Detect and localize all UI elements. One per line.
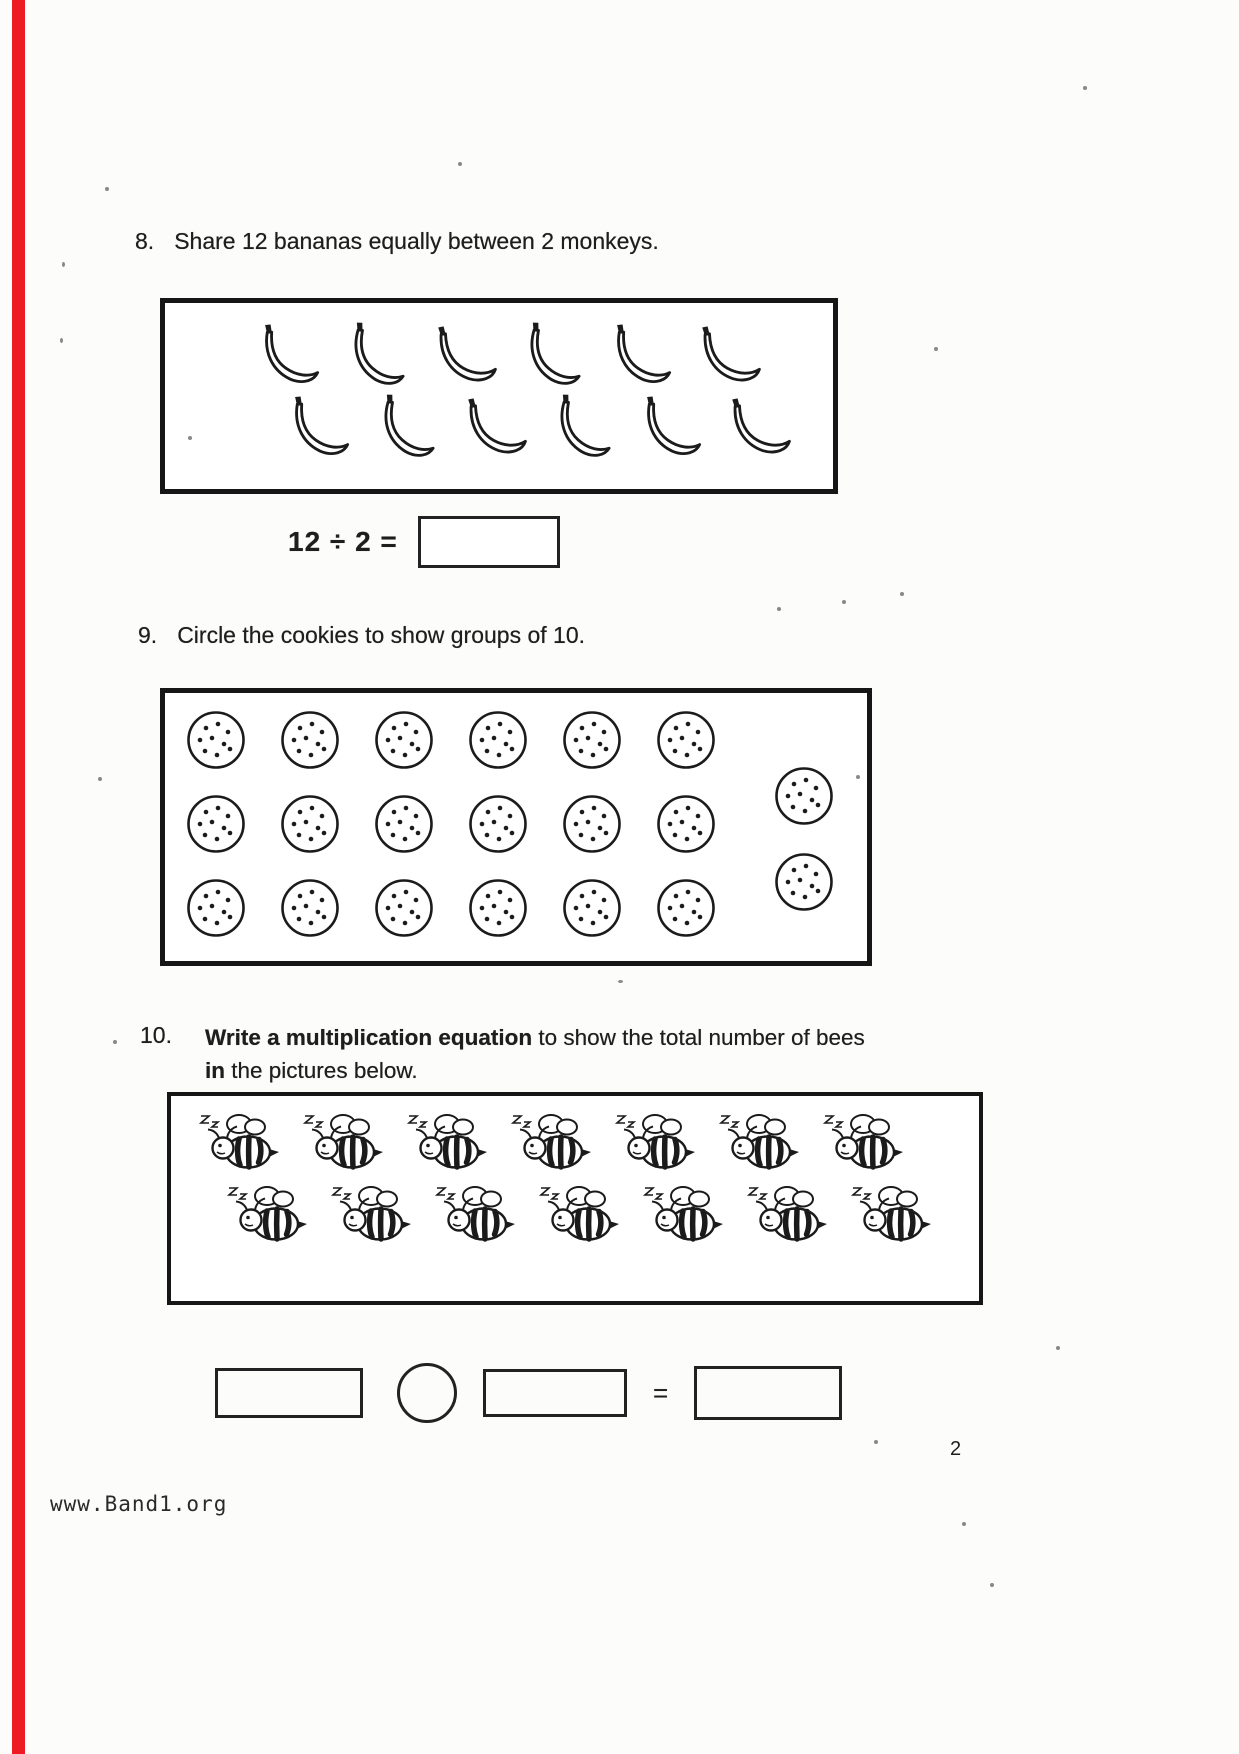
- q10-factor1-answer-box[interactable]: [215, 1368, 363, 1418]
- scan-speck: [105, 187, 109, 191]
- q8-equation-label: 12 ÷ 2 =: [288, 526, 398, 557]
- bee-icon: [325, 1180, 421, 1250]
- bee-icon: [741, 1180, 837, 1250]
- q8-prompt: Share 12 bananas equally between 2 monkeys.: [174, 228, 659, 254]
- cookie-icon: [561, 709, 623, 771]
- scan-speck: [962, 1522, 966, 1526]
- bee-icon: [637, 1180, 733, 1250]
- q8-answer-box[interactable]: [418, 516, 560, 568]
- question-8-line: [135, 228, 659, 255]
- scan-speck: [60, 338, 63, 343]
- cookie-icon: [773, 765, 835, 827]
- bee-icon: [845, 1180, 941, 1250]
- bee-icon: [713, 1108, 809, 1178]
- banana-icon: [631, 391, 707, 461]
- scan-speck: [113, 1040, 117, 1044]
- q10-prompt-line2-bold: in: [205, 1057, 225, 1083]
- footer-url: www.Band1.org: [50, 1492, 228, 1516]
- bee-icon: [193, 1108, 289, 1178]
- page-number: 2: [950, 1438, 962, 1460]
- scan-speck: [618, 980, 623, 983]
- bee-row-1: [193, 1108, 979, 1178]
- q8-equation-line: [288, 516, 560, 568]
- scan-speck: [874, 1440, 878, 1444]
- scan-speck: [842, 600, 846, 604]
- banana-icon: [601, 319, 677, 389]
- cookie-row-1: [185, 709, 867, 771]
- cookie-icon: [279, 877, 341, 939]
- cookie-icon: [655, 793, 717, 855]
- q10-prompt-line2-rest: the pictures below.: [225, 1057, 418, 1083]
- cookie-icon: [655, 877, 717, 939]
- scan-edge-stripe: [12, 0, 25, 1754]
- banana-icon: [337, 319, 413, 389]
- bee-icon: [609, 1108, 705, 1178]
- scan-speck: [900, 592, 904, 596]
- cookie-row-2: [185, 793, 867, 855]
- q10-prompt: [205, 1022, 985, 1087]
- banana-row-1: [249, 319, 833, 389]
- cookie-extra-column: [773, 765, 835, 913]
- q10-operator-answer-circle[interactable]: [397, 1363, 457, 1423]
- bee-icon: [401, 1108, 497, 1178]
- scan-speck: [856, 775, 860, 779]
- scan-speck: [1083, 86, 1087, 90]
- q10-prompt-rest: to show the total number of bees: [532, 1025, 865, 1050]
- bee-icon: [429, 1180, 525, 1250]
- cookie-icon: [373, 877, 435, 939]
- banana-icon: [455, 391, 531, 461]
- banana-row-2: [279, 391, 833, 461]
- cookie-icon: [467, 793, 529, 855]
- cookie-icon: [467, 877, 529, 939]
- question-9-line: [138, 622, 585, 649]
- q10-factor2-answer-box[interactable]: [483, 1369, 627, 1417]
- bee-icon: [297, 1108, 393, 1178]
- bee-icon: [817, 1108, 913, 1178]
- banana-icon: [249, 319, 325, 389]
- bee-icon: [505, 1108, 601, 1178]
- cookie-icon: [467, 709, 529, 771]
- banana-icon: [513, 319, 589, 389]
- cookie-icon: [373, 709, 435, 771]
- banana-icon: [689, 319, 765, 389]
- banana-icon: [425, 319, 501, 389]
- cookie-icon: [773, 851, 835, 913]
- cookie-icon: [561, 793, 623, 855]
- cookie-icon: [279, 793, 341, 855]
- cookie-icon: [561, 877, 623, 939]
- cookie-icon: [373, 793, 435, 855]
- bee-illustration-box: [167, 1092, 983, 1305]
- cookie-icon: [279, 709, 341, 771]
- cookie-icon: [185, 709, 247, 771]
- bee-icon: [533, 1180, 629, 1250]
- scan-speck: [777, 607, 781, 611]
- scan-speck: [458, 162, 462, 166]
- scan-speck: [1056, 1346, 1060, 1350]
- q8-number: 8.: [135, 228, 155, 254]
- cookie-icon: [185, 793, 247, 855]
- cookie-icon: [185, 877, 247, 939]
- banana-icon: [543, 391, 619, 461]
- scan-speck: [934, 347, 938, 351]
- banana-icon: [279, 391, 355, 461]
- cookie-icon: [655, 709, 717, 771]
- q10-equation-answer-row: [215, 1363, 842, 1423]
- banana-icon: [367, 391, 443, 461]
- q10-number: 10.: [140, 1022, 172, 1048]
- bee-icon: [221, 1180, 317, 1250]
- q10-prompt-bold: Write a multiplication equation: [205, 1025, 533, 1050]
- scan-speck: [62, 262, 65, 267]
- q9-number: 9.: [138, 622, 158, 648]
- banana-icon: [719, 391, 795, 461]
- q10-equals-sign: =: [653, 1377, 669, 1408]
- q9-prompt: Circle the cookies to show groups of 10.: [177, 622, 586, 648]
- cookie-row-3: [185, 877, 867, 939]
- scan-speck: [188, 436, 192, 440]
- scan-speck: [98, 777, 102, 781]
- cookie-illustration-box[interactable]: [160, 688, 872, 966]
- q10-product-answer-box[interactable]: [694, 1366, 842, 1420]
- bee-row-2: [221, 1180, 979, 1250]
- banana-illustration-box: [160, 298, 838, 494]
- scan-speck: [990, 1583, 994, 1587]
